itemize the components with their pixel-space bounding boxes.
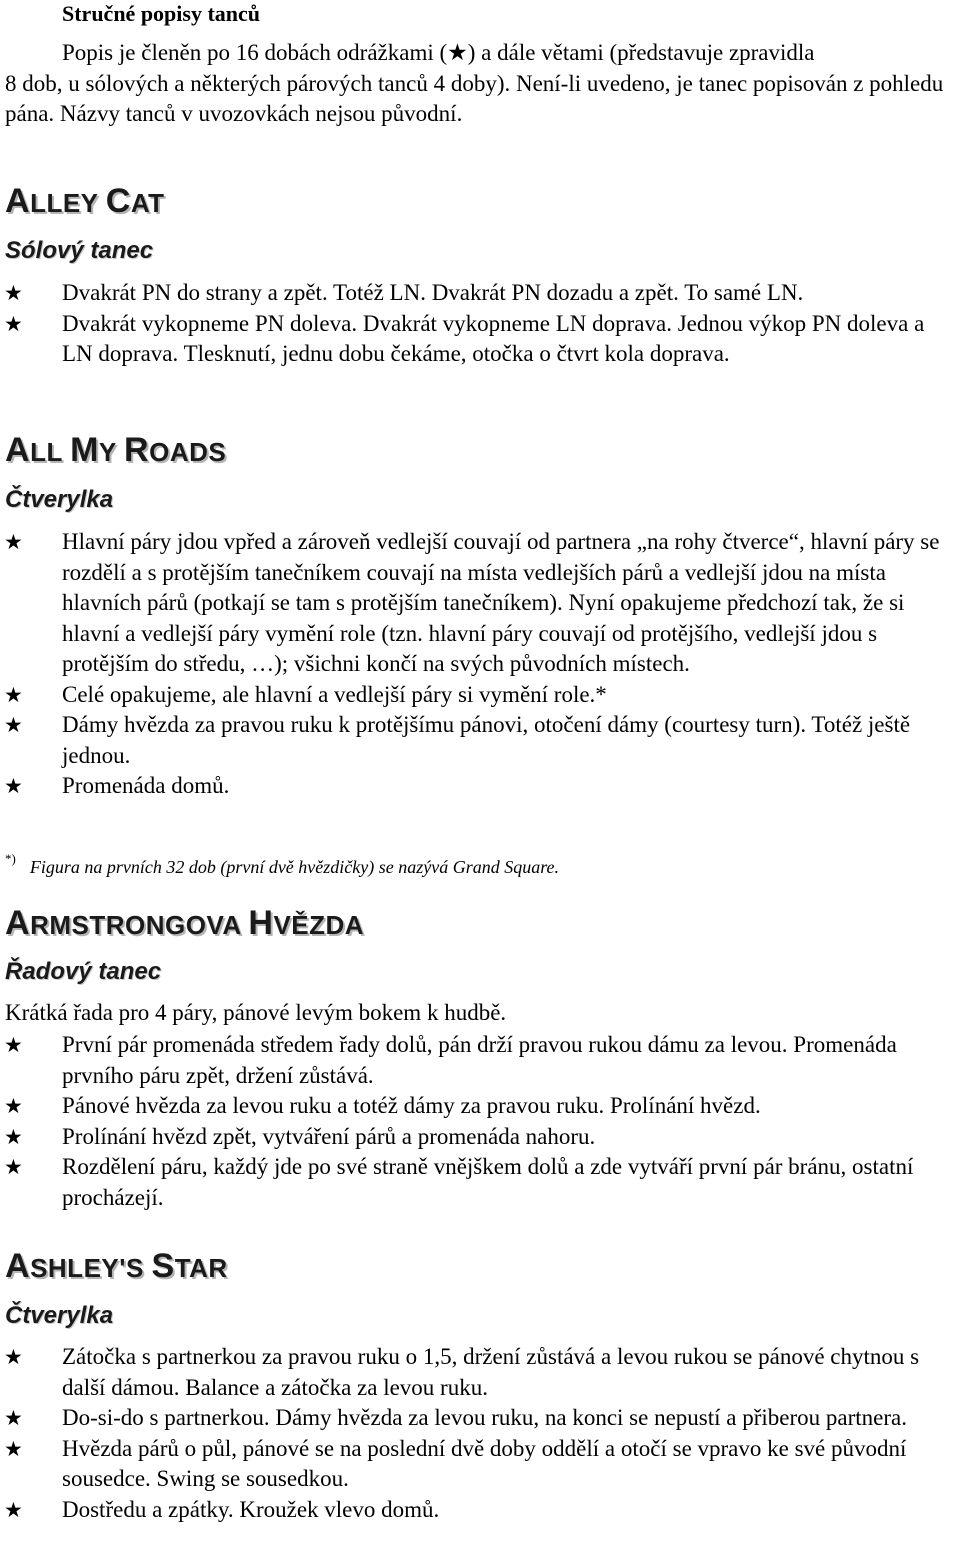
dance-type-ashleys-star: Čtverylka bbox=[5, 1302, 114, 1329]
dance-type-alley-cat: Sólový tanec bbox=[5, 237, 154, 264]
star-bullet-icon: ★ bbox=[4, 1406, 23, 1430]
star-bullet-icon: ★ bbox=[4, 774, 23, 798]
list-item: ★ Prolínání hvězd zpět, vytváření párů a promenáda nahoru. bbox=[4, 1123, 596, 1149]
dance-title-armstrongova-hvezda: ARMSTRONGOVA HVĚZDA bbox=[5, 904, 365, 942]
footnote-text: Figura na prvních 32 dob (první dvě hvězdičky) se nazývá Grand Square. bbox=[29, 857, 560, 877]
footnote bbox=[5, 846, 559, 880]
star-bullet-icon: ★ bbox=[4, 682, 23, 707]
list-item: ★ Hvězda párů o půl, pánové se na poslední dvě doby oddělí a otočí se vpravo ke své původní sousedce. Swing se sousedkou. bbox=[4, 1435, 907, 1491]
list-item: ★ Dostředu a zpátky. Kroužek vlevo domů. bbox=[4, 1496, 440, 1522]
list-item: ★ Promenáda domů. bbox=[4, 773, 230, 798]
bullet-list-ashleys-star bbox=[0, 1342, 960, 1525]
bullet-list-armstrongova-hvezda bbox=[0, 1030, 960, 1213]
dance-title-alley-cat: ALLEY CAT bbox=[5, 182, 165, 220]
dance-type-all-my-roads: Čtverylka bbox=[5, 486, 114, 513]
star-bullet-icon: ★ bbox=[4, 530, 23, 554]
list-item: ★ Hlavní páry jdou vpřed a zároveň vedlejší couvají od partnera „na rohy čtverce“, hlavní páry se rozdělí a s protějším tanečníkem couvají na místa vedlejších párů a vedlejší jdou na místa hlavních párů (potkají se tam s protějším tanečníkem). Nyní opakujeme předchozí tak, že si hlavní a vedlejší páry vymění role (tzn. hlavní páry couvají od protějšího, vedlejší jdou s protějším do středu, …); všichni končí na svých původních místech. bbox=[4, 529, 940, 676]
star-bullet-icon: ★ bbox=[4, 1345, 23, 1369]
star-bullet-icon: ★ bbox=[4, 1497, 23, 1522]
list-item: ★ Rozdělení páru, každý jde po své straně vnějškem dolů a zde vytváří první pár bránu, ostatní procházejí. bbox=[4, 1154, 914, 1210]
star-bullet-icon: ★ bbox=[4, 1155, 23, 1179]
star-bullet-icon: ★ bbox=[4, 281, 23, 305]
dance-intro-line: Krátká řada pro 4 páry, pánové levým bokem k hudbě. bbox=[5, 1000, 507, 1025]
dance-title-all-my-roads: ALL MY ROADS bbox=[5, 431, 227, 469]
footnote-mark: *) bbox=[5, 851, 16, 866]
dance-title-ashleys-star: ASHLEY'S STAR bbox=[5, 1247, 228, 1285]
star-bullet-icon: ★ bbox=[4, 311, 23, 336]
star-bullet-icon: ★ bbox=[4, 713, 23, 737]
bullet-list-all-my-roads bbox=[0, 527, 960, 802]
intro-paragraph bbox=[5, 38, 955, 130]
list-item: ★ Pánové hvězda za levou ruku a totéž dámy za pravou ruku. Prolínání hvězd. bbox=[4, 1093, 761, 1118]
list-item: ★ Do-si-do s partnerkou. Dámy hvězda za levou ruku, na konci se nepustí a přiberou partnera. bbox=[4, 1405, 907, 1430]
list-item: ★ Dvakrát vykopneme PN doleva. Dvakrát vykopneme LN doprava. Jednou výkop PN doleva a LN doprava. Tlesknutí, jednu dobu čekáme, otočka o čtvrt kola doprava. bbox=[4, 310, 925, 366]
star-bullet-icon: ★ bbox=[4, 1436, 23, 1461]
star-bullet-icon: ★ bbox=[4, 1033, 23, 1057]
bullet-list-alley-cat bbox=[0, 278, 960, 370]
intro-paragraph-first-line: Popis je členěn po 16 dobách odrážkami (★) a dále větami (představuje zpravidla bbox=[62, 40, 815, 65]
list-item: ★ Zátočka s partnerkou za pravou ruku o 1,5, držení zůstává a levou rukou se pánové chytnou s další dámou. Balance a zátočka za levou ruku. bbox=[4, 1344, 920, 1400]
intro-heading: Stručné popisy tanců bbox=[62, 1, 261, 26]
list-item: ★ Celé opakujeme, ale hlavní a vedlejší páry si vymění role.* bbox=[4, 681, 607, 707]
star-bullet-icon: ★ bbox=[4, 1094, 23, 1118]
intro-paragraph-rest: 8 dob, u sólových a některých párových tanců 4 doby). Není-li uvedeno, je tanec popisován z pohledu pána. Názvy tanců v uvozovkách nejsou původní. bbox=[5, 70, 944, 126]
list-item: ★ Dámy hvězda za pravou ruku k protějšímu pánovi, otočení dámy (courtesy turn). Totéž ještě jednou. bbox=[4, 712, 911, 768]
star-bullet-icon: ★ bbox=[4, 1124, 23, 1149]
list-item: ★ První pár promenáda středem řady dolů, pán drží pravou rukou dámu za levou. Promenáda prvního páru zpět, držení zůstává. bbox=[4, 1032, 897, 1088]
list-item: ★ Dvakrát PN do strany a zpět. Totéž LN. Dvakrát PN dozadu a zpět. To samé LN. bbox=[4, 280, 804, 305]
dance-type-armstrongova-hvezda: Řadový tanec bbox=[5, 958, 162, 985]
